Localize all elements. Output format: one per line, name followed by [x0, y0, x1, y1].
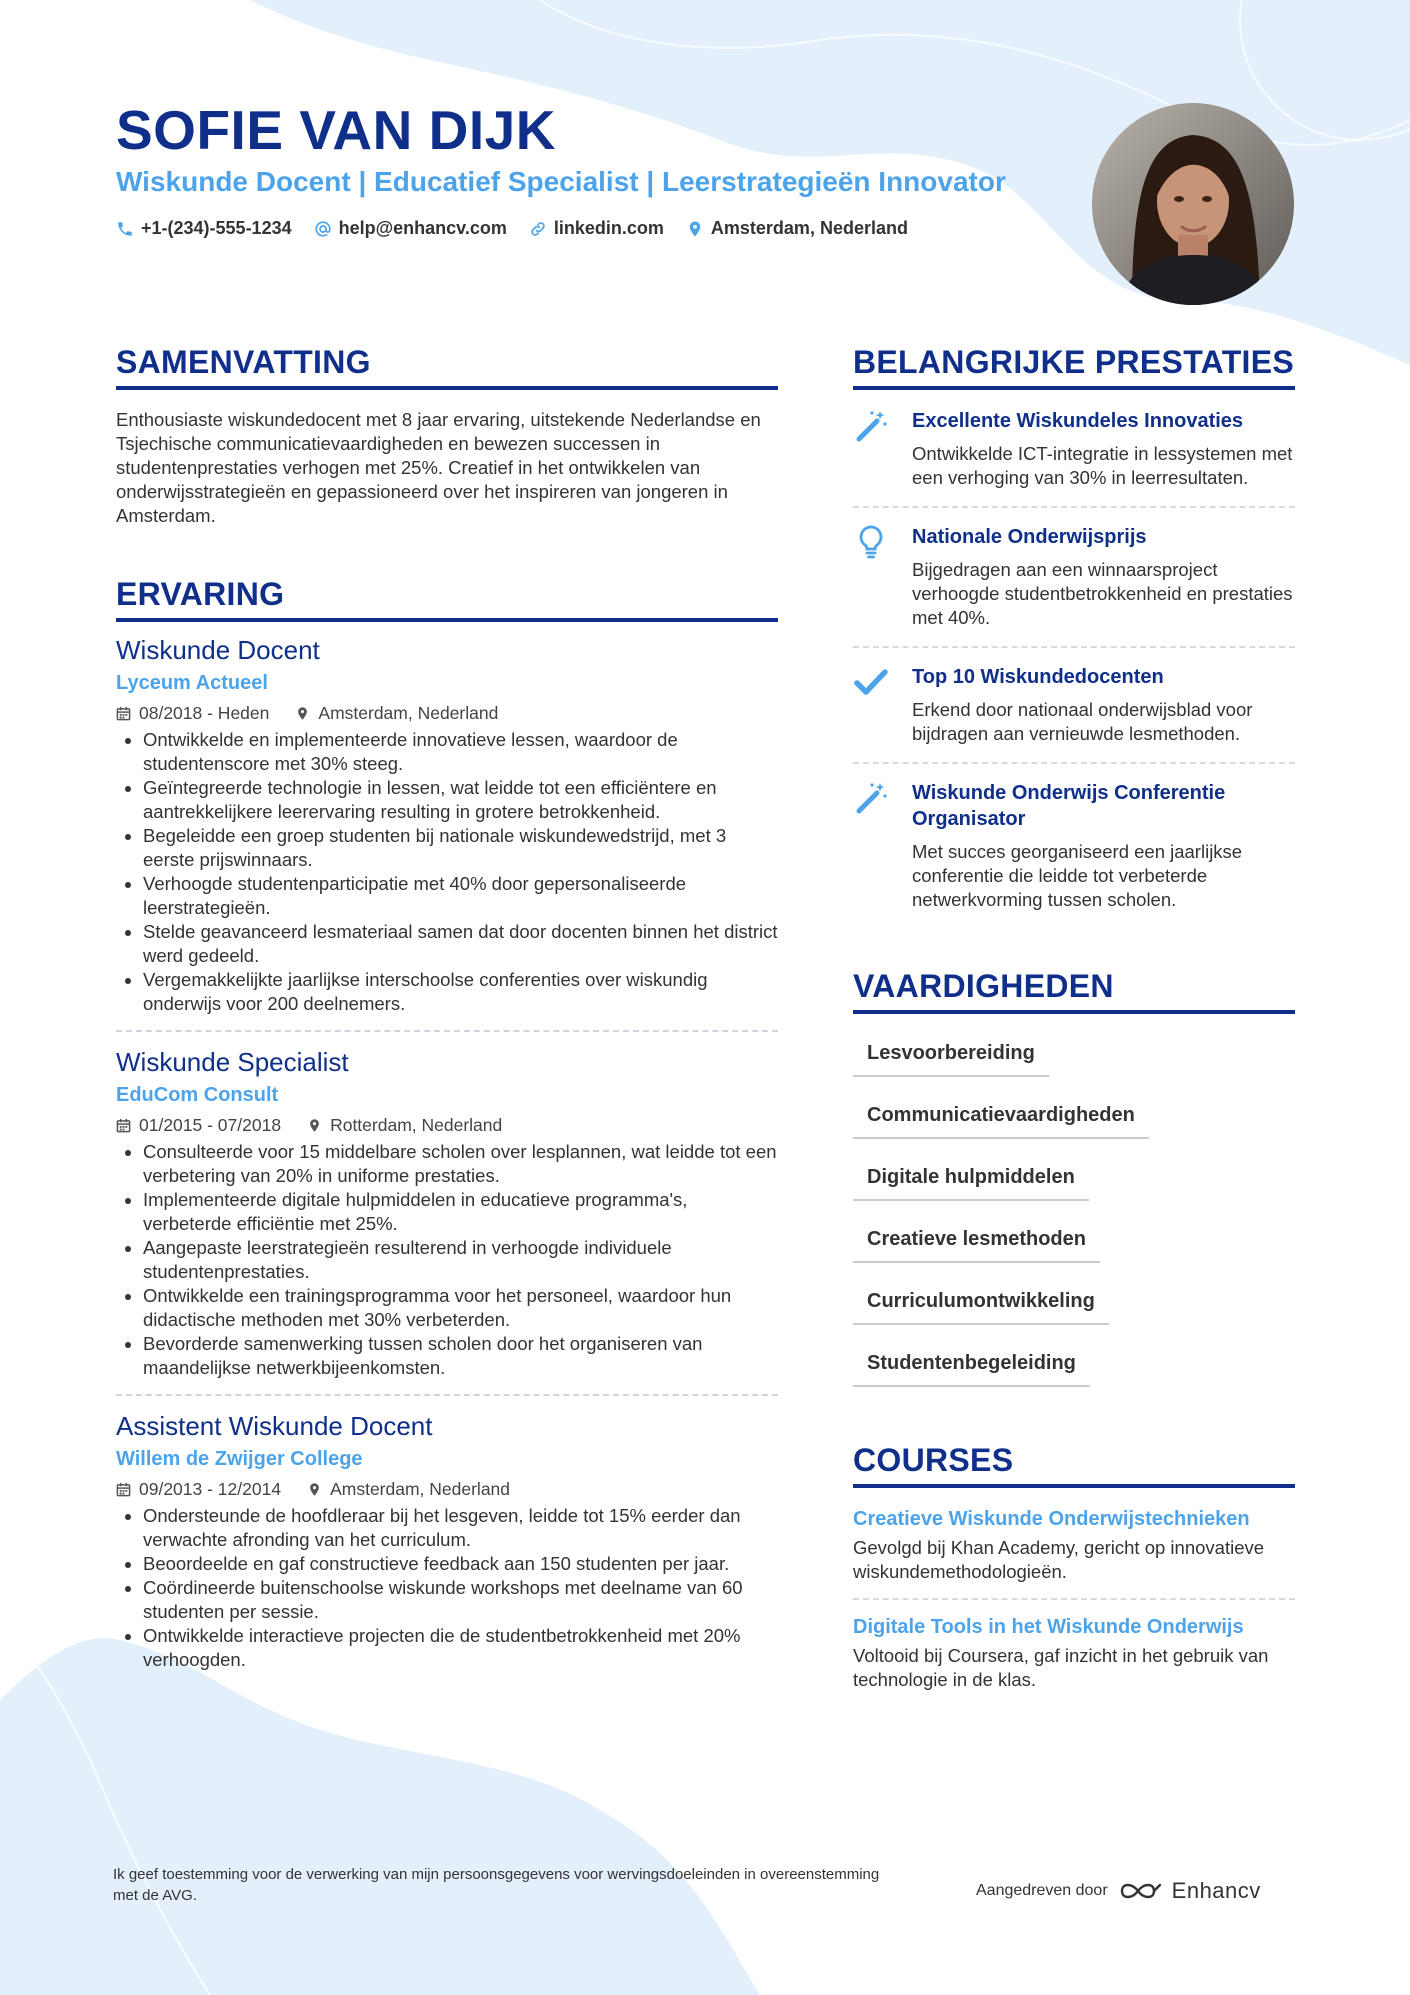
skill-tag: Creatieve lesmethoden	[853, 1218, 1100, 1263]
course-item	[853, 1492, 1295, 1600]
job-dates: 01/2015 - 07/2018	[139, 1114, 282, 1135]
job-company: EduCom Consult	[116, 1084, 279, 1106]
calendar-icon	[116, 1482, 131, 1497]
job-entry	[116, 634, 778, 1016]
job-bullet: • Beoordeelde en gaf constructieve feedback aan 150 studenten per jaar.	[143, 1552, 778, 1576]
link-icon	[529, 220, 547, 238]
footer-brand[interactable]	[976, 1878, 1261, 1904]
contact-bar	[116, 218, 930, 239]
left-column	[116, 344, 778, 1672]
contact-email[interactable]	[314, 218, 507, 239]
achievement-title: Nationale Onderwijsprijs	[912, 526, 1147, 548]
job-entry	[116, 1410, 778, 1672]
job-location: Rotterdam, Nederland	[330, 1114, 503, 1135]
job-bullet: • Vergemakkelijkte jaarlijkse interschoolse conferenties over wiskundig onderwijs voor 200 deelnemers.	[143, 968, 778, 1016]
location-pin-icon	[295, 706, 310, 721]
achievement-title: Top 10 Wiskundedocenten	[912, 666, 1164, 688]
course-item	[853, 1600, 1295, 1706]
brand-name: Enhancv	[1171, 1878, 1261, 1903]
job-bullet: • Geïntegreerde technologie in lessen, wat leidde tot een efficiëntere en aantrekkelijkere leerervaring resulting in grotere betrokkenheid.	[143, 776, 778, 824]
profile-photo	[1092, 103, 1294, 305]
achievement-item	[853, 508, 1295, 648]
skill-tag: Digitale hulpmiddelen	[853, 1156, 1089, 1201]
achievement-title: Wiskunde Onderwijs Conferentie Organisator	[912, 782, 1226, 830]
skill-tag: Communicatievaardigheden	[853, 1094, 1149, 1139]
courses-list	[853, 1492, 1295, 1706]
experience-heading: ERVARING	[116, 576, 778, 622]
job-bullet: • Ondersteunde de hoofdleraar bij het lesgeven, leidde tot 15% eerder dan verwachte afronding van het curriculum.	[143, 1504, 778, 1552]
contact-linkedin[interactable]	[529, 218, 664, 239]
achievement-item	[853, 648, 1295, 764]
courses-heading: COURSES	[853, 1442, 1295, 1488]
gdpr-consent: Ik geef toestemming voor de verwerking van mijn persoonsgegevens voor wervingsdoeleinden in overeenstemming met de AVG.	[113, 1866, 880, 1904]
achievement-desc: Erkend door nationaal onderwijsblad voor bijdragen aan vernieuwde lesmethoden.	[912, 699, 1253, 744]
job-company: Lyceum Actueel	[116, 672, 268, 694]
course-desc: Gevolgd bij Khan Academy, gericht op innovatieve wiskundemethodologieën.	[853, 1537, 1265, 1582]
checkmark-icon	[853, 664, 889, 700]
skill-tag: Studentenbegeleiding	[853, 1342, 1090, 1387]
job-bullet: • Begeleidde een groep studenten bij nationale wiskundewedstrijd, met 3 eerste prijswinnaars.	[143, 824, 778, 872]
job-bullet: • Coördineerde buitenschoolse wiskunde workshops met deelname van 60 studenten per sessie.	[143, 1576, 778, 1624]
contact-location	[686, 218, 908, 239]
location-pin-icon	[686, 220, 704, 238]
job-title: Assistent Wiskunde Docent	[116, 1411, 433, 1441]
job-bullets	[116, 728, 778, 1016]
achievement-desc: Bijgedragen aan een winnaarsproject verhoogde studentbetrokkenheid en prestaties met 40%.	[912, 559, 1293, 628]
achievement-item	[853, 764, 1295, 928]
job-bullets	[116, 1140, 778, 1380]
job-bullet: • Consulteerde voor 15 middelbare scholen over lesplannen, wat leidde tot een verbetering van 20% in uniforme prestaties.	[143, 1140, 778, 1188]
calendar-icon	[116, 706, 131, 721]
phone-icon	[116, 220, 134, 238]
skills-heading: VAARDIGHEDEN	[853, 968, 1295, 1014]
calendar-icon	[116, 1118, 131, 1133]
job-location: Amsterdam, Nederland	[330, 1478, 511, 1499]
job-meta	[116, 1478, 778, 1500]
job-bullet: • Ontwikkelde interactieve projecten die de studentbetrokkenheid met 20% verhoogden.	[143, 1624, 778, 1672]
achievements-heading: BELANGRIJKE PRESTATIES	[853, 344, 1295, 390]
job-divider	[116, 1030, 778, 1032]
course-title: Creatieve Wiskunde Onderwijstechnieken	[853, 1508, 1250, 1530]
job-title: Wiskunde Docent	[116, 635, 320, 665]
job-meta	[116, 702, 778, 724]
skill-tag: Curriculumontwikkeling	[853, 1280, 1109, 1325]
course-title: Digitale Tools in het Wiskunde Onderwijs	[853, 1616, 1244, 1638]
job-bullet: • Implementeerde digitale hulpmiddelen in educatieve programma's, verbeterde efficiëntie met 25%.	[143, 1188, 778, 1236]
contact-phone[interactable]	[116, 218, 292, 239]
magic-wand-icon	[853, 408, 889, 444]
job-company: Willem de Zwijger College	[116, 1448, 363, 1470]
achievement-title: Excellente Wiskundeles Innovaties	[912, 410, 1244, 432]
job-divider	[116, 1394, 778, 1396]
location-text: Amsterdam, Nederland	[710, 218, 908, 238]
course-desc: Voltooid bij Coursera, gaf inzicht in het gebruik van technologie in de klas.	[853, 1645, 1269, 1690]
summary-heading: SAMENVATTING	[116, 344, 778, 390]
job-bullet: • Ontwikkelde en implementeerde innovatieve lessen, waardoor de studentenscore met 30% steeg.	[143, 728, 778, 776]
email-text: help@enhancv.com	[338, 218, 507, 238]
job-bullet: • Ontwikkelde een trainingsprogramma voor het personeel, waardoor hun didactische methoden met 30% verbeterden.	[143, 1284, 778, 1332]
job-bullet: • Verhoogde studentenparticipatie met 40% door gepersonaliseerde leerstrategieën.	[143, 872, 778, 920]
magic-wand-icon	[853, 780, 889, 816]
location-pin-icon	[307, 1118, 322, 1133]
achievement-desc: Ontwikkelde ICT-integratie in lessystemen met een verhoging van 30% in leerresultaten.	[912, 443, 1293, 488]
location-pin-icon	[307, 1482, 322, 1497]
summary-text: Enthousiaste wiskundedocent met 8 jaar ervaring, uitstekende Nederlandse en Tsjechische communicatievaardigheden en bewezen successen in studentenprestaties verhogen met 25%. Creatief in het ontwikkelen van onderwijsstrategieën en gepassioneerd over het inspireren van jongeren in Amsterdam.	[116, 409, 761, 526]
achievements-list	[853, 392, 1295, 928]
candidate-tagline: Wiskunde Docent | Educatief Specialist | Leerstrategieën Innovator	[116, 166, 1006, 197]
job-bullet: • Bevorderde samenwerking tussen scholen door het organiseren van maandelijkse netwerkbijeenkomsten.	[143, 1332, 778, 1380]
skill-tag: Lesvoorbereiding	[853, 1032, 1049, 1077]
job-bullet: • Stelde geavanceerd lesmateriaal samen dat door docenten binnen het district werd gedeeld.	[143, 920, 778, 968]
linkedin-text: linkedin.com	[553, 218, 664, 238]
job-meta	[116, 1114, 778, 1136]
phone-text: +1-(234)-555-1234	[141, 218, 292, 238]
job-dates: 09/2013 - 12/2014	[139, 1478, 282, 1499]
job-dates: 08/2018 - Heden	[139, 702, 270, 723]
at-icon	[314, 220, 332, 238]
lightbulb-icon	[853, 524, 889, 560]
right-column	[853, 344, 1295, 1706]
achievement-item	[853, 392, 1295, 508]
job-title: Wiskunde Specialist	[116, 1047, 349, 1077]
job-entry	[116, 1046, 778, 1380]
job-location: Amsterdam, Nederland	[318, 702, 499, 723]
candidate-name: SOFIE VAN DIJK	[116, 99, 556, 161]
job-bullets	[116, 1504, 778, 1672]
achievement-desc: Met succes georganiseerd een jaarlijkse conferentie die leidde tot verbeterde netwerkvorming tussen scholen.	[912, 841, 1243, 910]
job-bullet: • Aangepaste leerstrategieën resulterend in verhoogde individuele studentenprestaties.	[143, 1236, 778, 1284]
powered-by-text: Aangedreven door	[976, 1882, 1108, 1899]
skills-list	[853, 1032, 1295, 1404]
enhancv-logo-icon	[1118, 1879, 1164, 1903]
